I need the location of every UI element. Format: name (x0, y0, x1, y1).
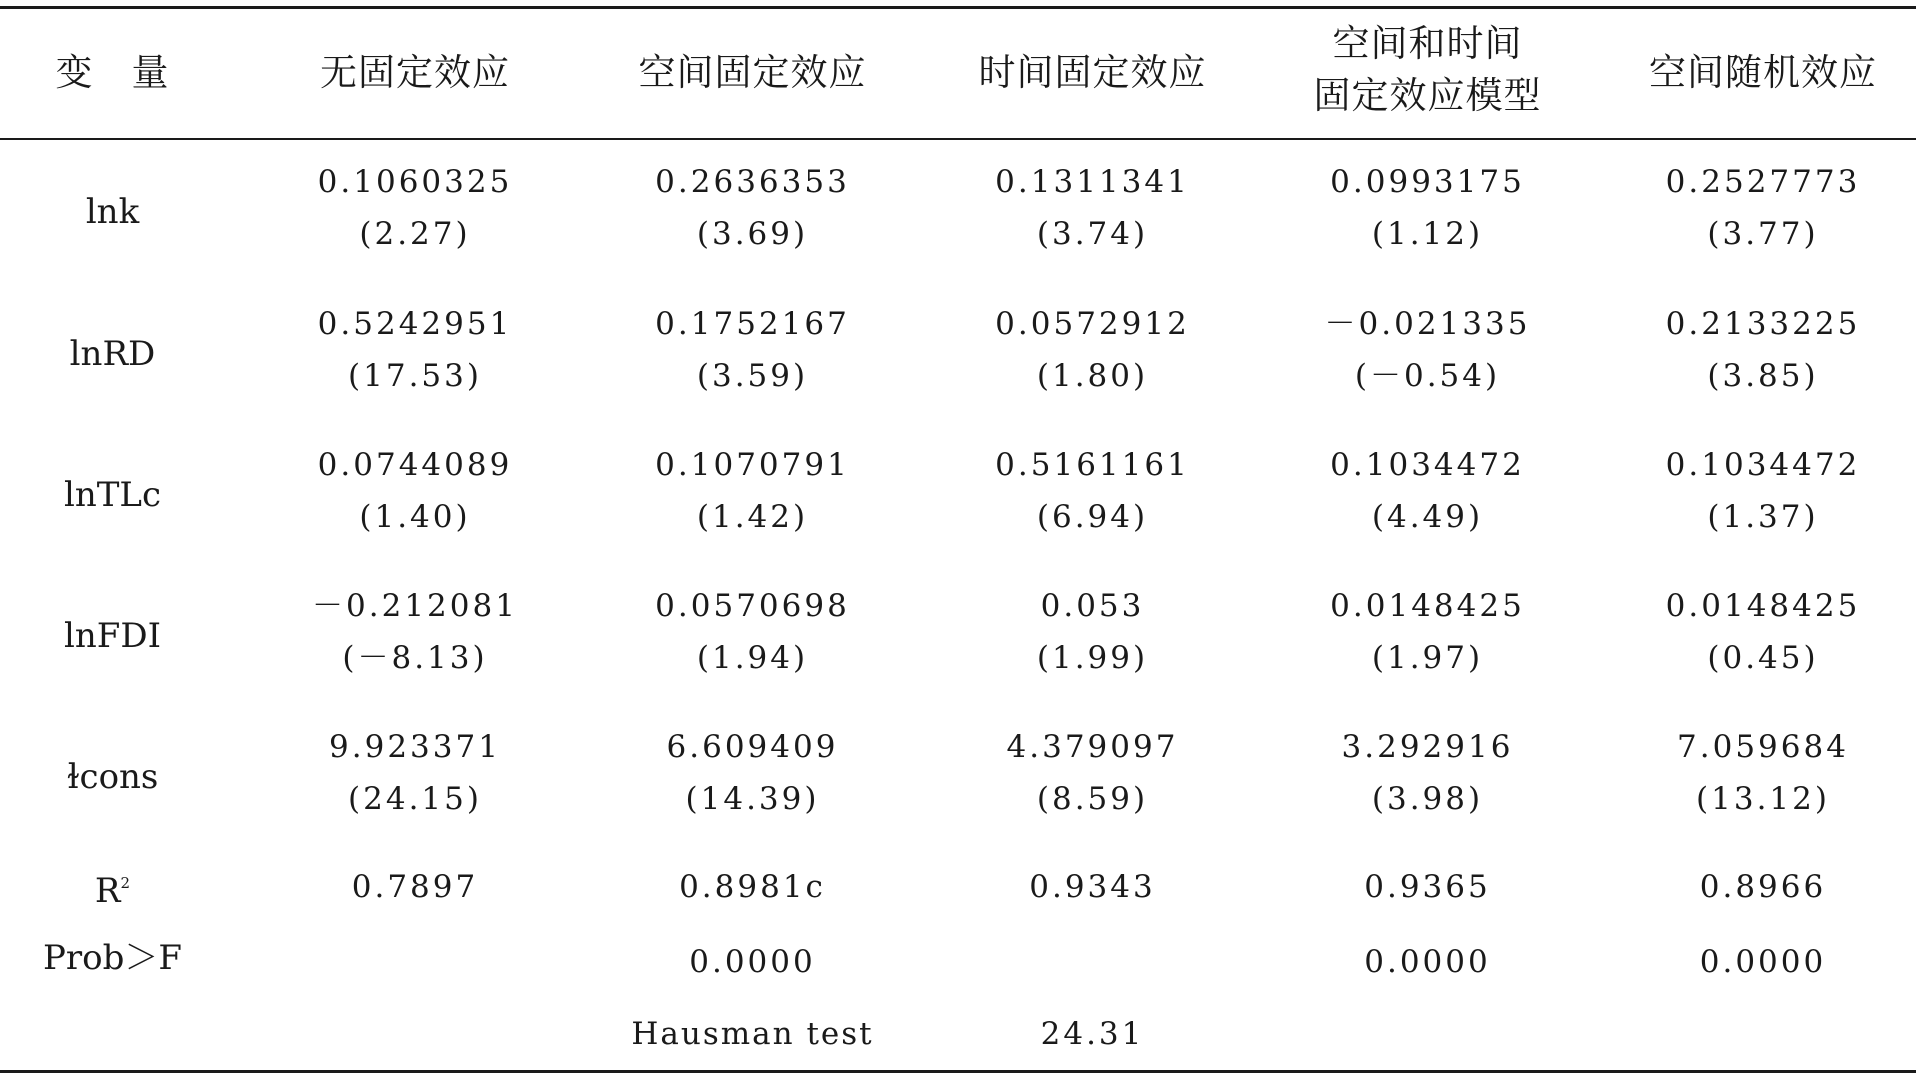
coefficient-value: 0.5161161 (995, 447, 1190, 483)
coefficient-value: 0.1752167 (655, 306, 850, 342)
coefficient-value: 0.053 (1040, 588, 1145, 624)
t-statistic-value: (1.12) (1371, 216, 1484, 252)
r2-superscript: 2 (120, 874, 131, 892)
prob-f-value: 0.0000 (1699, 944, 1827, 980)
coefficient-cell (1610, 156, 1916, 260)
coefficient-value: 3.292916 (1341, 729, 1514, 765)
t-statistic-value: (0.45) (1707, 640, 1819, 676)
prob-f-value: 0.0000 (1364, 944, 1491, 980)
header-spatial-random-effect: 空间随机效应 (1649, 51, 1877, 94)
coefficient-value: 7.059684 (1677, 729, 1849, 765)
t-statistic-value: (1.40) (359, 499, 471, 535)
coefficient-cell (1610, 439, 1916, 543)
coefficient-value: 6.609409 (666, 729, 839, 765)
coefficient-value: 0.1060325 (317, 164, 513, 200)
coefficient-value: 0.2636353 (655, 164, 850, 200)
t-statistic-value: (3.77) (1707, 216, 1819, 252)
t-statistic-value: (24.15) (348, 781, 482, 817)
coefficient-cell (1280, 298, 1575, 402)
coefficient-value: 0.0993175 (1330, 164, 1525, 200)
coefficient-cell (1280, 439, 1575, 543)
prob-f-label: Prob＞F (43, 938, 182, 978)
t-statistic-value: (4.49) (1371, 499, 1484, 535)
t-statistic-value: (3.69) (696, 216, 809, 252)
coefficient-cell (1610, 721, 1916, 825)
t-statistic-value: (2.27) (359, 216, 471, 252)
row-variable-label: lnFDI (63, 616, 162, 656)
t-statistic-value: (1.42) (696, 499, 809, 535)
coefficient-cell (1280, 580, 1575, 684)
r2-label (0, 861, 225, 913)
coefficient-value: 0.0572912 (995, 306, 1190, 342)
coefficient-cell (600, 156, 905, 260)
coefficient-cell (600, 721, 905, 825)
coefficient-cell (1280, 156, 1575, 260)
coefficient-value: 0.0570698 (655, 588, 850, 624)
coefficient-cell (940, 439, 1245, 543)
t-statistic-value: (1.99) (1036, 640, 1149, 676)
coefficient-cell (940, 298, 1245, 402)
coefficient-value: 0.2133225 (1665, 306, 1861, 342)
coefficient-cell (600, 439, 905, 543)
header-spatial-time-line1: 空间和时间 (1332, 22, 1523, 65)
coefficient-cell (940, 580, 1245, 684)
t-statistic-value: (3.74) (1036, 216, 1149, 252)
coefficient-value: 0.1311341 (995, 164, 1190, 200)
t-statistic-value: (－8.13) (342, 640, 488, 676)
t-statistic-value: (17.53) (348, 358, 482, 394)
row-variable-label: ɫcons (66, 757, 159, 797)
header-rule (0, 138, 1916, 140)
coefficient-cell (1610, 298, 1916, 402)
header-variable: 变 量 (55, 51, 170, 94)
t-statistic-value: (1.94) (696, 640, 809, 676)
row-variable-label: lnRD (69, 334, 156, 374)
prob-f-value: 0.0000 (689, 944, 816, 980)
coefficient-cell (1280, 721, 1575, 825)
t-statistic-value: (3.98) (1371, 781, 1484, 817)
coefficient-value: 0.1034472 (1665, 447, 1861, 483)
coefficient-value: 9.923371 (329, 729, 501, 765)
t-statistic-value: (1.80) (1036, 358, 1149, 394)
coefficient-cell (275, 721, 555, 825)
coefficient-cell (940, 156, 1245, 260)
t-statistic-value: (14.39) (685, 781, 820, 817)
coefficient-value: 0.5242951 (317, 306, 513, 342)
t-statistic-value: (1.97) (1371, 640, 1484, 676)
header-spatial-time-line2: 固定效应模型 (1313, 74, 1542, 117)
coefficient-cell (275, 580, 555, 684)
coefficient-cell (275, 156, 555, 260)
t-statistic-value: (8.59) (1036, 781, 1149, 817)
coefficient-cell (275, 298, 555, 402)
table-bottom-rule (0, 1070, 1916, 1073)
coefficient-cell (940, 721, 1245, 825)
coefficient-cell (600, 298, 905, 402)
coefficient-value: 0.2527773 (1665, 164, 1861, 200)
r2-value: 0.8966 (1699, 869, 1827, 905)
coefficient-value: 0.1034472 (1330, 447, 1525, 483)
row-variable-label: lnTLc (63, 475, 162, 515)
r2-value: 0.9343 (1029, 869, 1156, 905)
t-statistic-value: (3.85) (1707, 358, 1819, 394)
hausman-test-value: 24.31 (1040, 1016, 1145, 1052)
coefficient-value: 4.379097 (1006, 729, 1179, 765)
coefficient-value: －0.212081 (312, 588, 518, 624)
coefficient-value: 0.1070791 (655, 447, 850, 483)
coefficient-value: 0.0148425 (1665, 588, 1861, 624)
r2-label-text: R (94, 871, 121, 911)
coefficient-value: 0.0744089 (317, 447, 513, 483)
table-top-rule (0, 6, 1916, 9)
header-spatial-fixed-effect: 空间固定效应 (638, 51, 867, 94)
r2-value: 0.8981c (679, 869, 826, 905)
coefficient-cell (600, 580, 905, 684)
t-statistic-value: (1.37) (1707, 499, 1819, 535)
coefficient-cell (1610, 580, 1916, 684)
coefficient-cell (275, 439, 555, 543)
header-time-fixed-effect: 时间固定效应 (978, 51, 1207, 94)
t-statistic-value: (13.12) (1696, 781, 1830, 817)
r2-value: 0.7897 (351, 869, 479, 905)
t-statistic-value: (3.59) (696, 358, 809, 394)
r2-value: 0.9365 (1364, 869, 1491, 905)
coefficient-value: 0.0148425 (1330, 588, 1525, 624)
hausman-test-label: Hausman test (631, 1016, 874, 1052)
t-statistic-value: (－0.54) (1354, 358, 1501, 394)
row-variable-label: lnk (85, 192, 140, 232)
t-statistic-value: (6.94) (1036, 499, 1149, 535)
coefficient-value: －0.021335 (1324, 306, 1531, 342)
header-no-fixed-effect: 无固定效应 (320, 51, 510, 94)
